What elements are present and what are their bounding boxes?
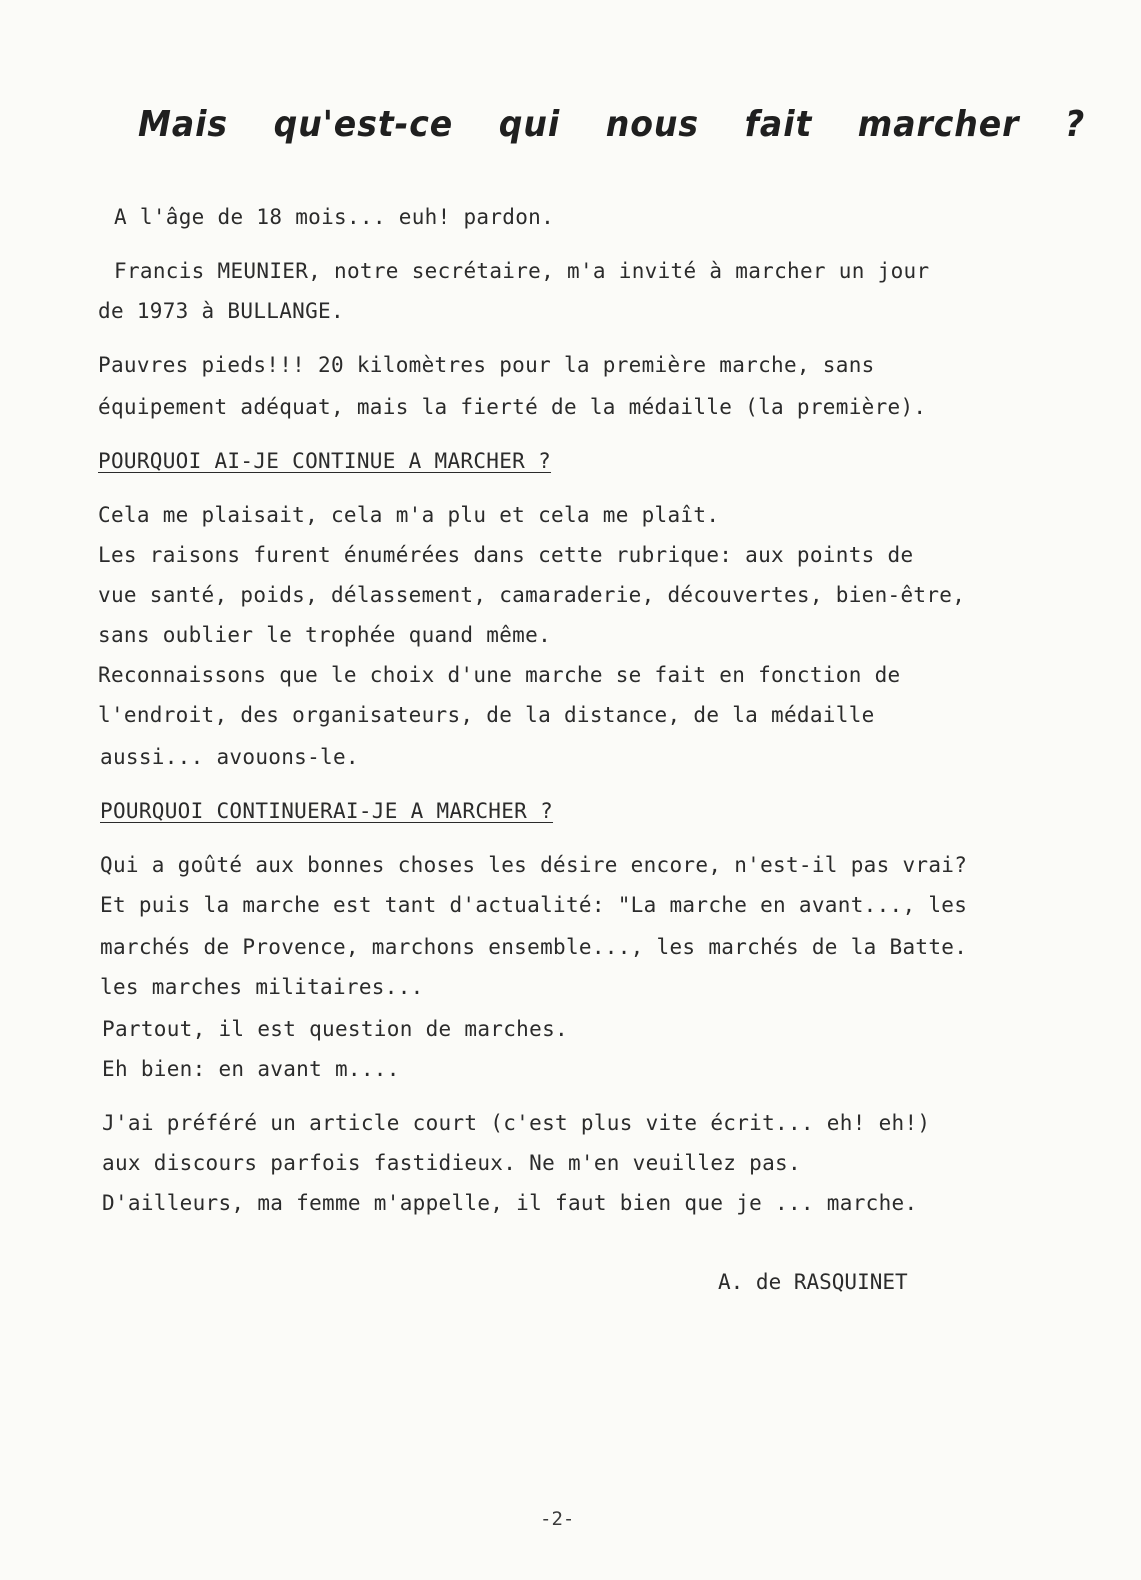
section-1-heading: POURQUOI AI-JE CONTINUE A MARCHER ? [98, 449, 552, 473]
closing-line: J'ai préféré un article court (c'est plus vite écrit... eh! eh!) [102, 1111, 931, 1135]
author-signature: A. de RASQUINET [718, 1270, 908, 1294]
section-1-line: Les raisons furent énumérées dans cette rubrique: aux points de [98, 543, 914, 567]
intro-line-3: de 1973 à BULLANGE. [98, 299, 344, 323]
page-number: -2- [540, 1508, 575, 1530]
section-2-line: marchés de Provence, marchons ensemble..., les marchés de la Batte. [100, 935, 968, 959]
section-1-line: vue santé, poids, délassement, camaraderie, découvertes, bien-être, [98, 583, 966, 607]
section-1-line: l'endroit, des organisateurs, de la distance, de la médaille [98, 703, 875, 727]
intro-line-2: Francis MEUNIER, notre secrétaire, m'a invité à marcher un jour [114, 259, 930, 283]
article-title: Mais qu'est-ce qui nous fait marcher ? [138, 104, 1086, 145]
closing-line: D'ailleurs, ma femme m'appelle, il faut bien que je ... marche. [102, 1191, 918, 1215]
section-2-heading: POURQUOI CONTINUERAI-JE A MARCHER ? [100, 799, 554, 823]
intro-line-1: A l'âge de 18 mois... euh! pardon. [114, 205, 555, 229]
section-1-line: Reconnaissons que le choix d'une marche se fait en fonction de [98, 663, 901, 687]
section-1-line: Cela me plaisait, cela m'a plu et cela me plaît. [98, 503, 720, 527]
section-1-line: aussi... avouons-le. [100, 745, 359, 769]
section-2-line: Eh bien: en avant m.... [102, 1057, 400, 1081]
intro-line-5: équipement adéquat, mais la fierté de la médaille (la première). [98, 395, 927, 419]
section-2-line: Partout, il est question de marches. [102, 1017, 568, 1041]
intro-line-4: Pauvres pieds!!! 20 kilomètres pour la première marche, sans [98, 353, 875, 377]
section-2-line: les marches militaires... [100, 975, 424, 999]
section-2-line: Et puis la marche est tant d'actualité: "La marche en avant..., les [100, 893, 968, 917]
section-1-line: sans oublier le trophée quand même. [98, 623, 552, 647]
section-2-line: Qui a goûté aux bonnes choses les désire encore, n'est-il pas vrai? [100, 853, 968, 877]
closing-line: aux discours parfois fastidieux. Ne m'en veuillez pas. [102, 1151, 801, 1175]
